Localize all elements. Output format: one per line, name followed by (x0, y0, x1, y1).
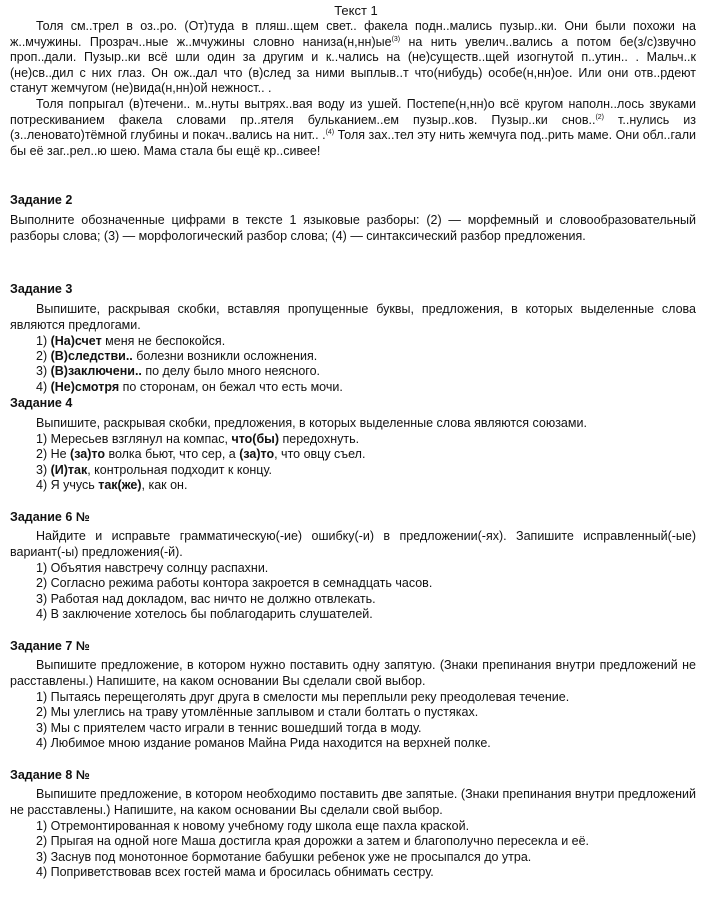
task6-item: 1) Объятия навстречу солнцу распахни. (36, 561, 269, 575)
superscript-2: (2) (595, 113, 604, 121)
task7-item: 4) Любимое мною издание романов Майна Рида находится на верхней полке. (36, 736, 491, 750)
task7-item: 2) Мы улеглись на траву утомлённые заплывом и стали болтать о пустяках. (36, 705, 479, 719)
task6-item: 4) В заключение хотелось бы поблагодарить слушателей. (36, 607, 373, 621)
task8-item: 4) Поприветствовав всех гостей мама и бросилась обнимать сестру. (36, 865, 434, 879)
task3-item: 4) (Не)смотря по сторонам, он бежал что есть мочи. (36, 380, 343, 394)
task4-item: 1) Мересьев взглянул на компас, что(бы) передохнуть. (36, 432, 360, 446)
task7-heading: Задание 7 № (10, 639, 90, 653)
task8-item: 3) Заснув под монотонное бормотание бабушки ребенок уже не просыпался до утра. (36, 850, 532, 864)
task7-item: 3) Мы с приятелем часто играли в теннис вошедший тогда в моду. (36, 721, 422, 735)
task2-text: Выполните обозначенные цифрами в тексте 1 языковые разборы: (2) — морфемный и словообразовательный разборы слова; (3) — морфологический разбор слова; (4) — синтаксический разбор предложения. (10, 213, 696, 243)
task3-item: 3) (В)заключени.. по делу было много неясного. (36, 364, 321, 378)
task8-item: 1) Отремонтированная к новому учебному году школа еще пахла краской. (36, 819, 470, 833)
task8-heading: Задание 8 № (10, 768, 90, 782)
task8-item: 2) Прыгая на одной ноге Маша достигла края дорожки а затем и благополучно пересекла и её. (36, 834, 590, 848)
text-paragraph-2: Толя попрыгал (в)течени.. м..нуты вытрях..вая воду из ушей. Постепе(н,нн)о всё кругом наполн..лось звуками потрескиванием факела словами пр..ятеля бульканием..ем пузыр..ков. Пузыр..ки снов..$^{(2)}$ т..нулись из (з..леновато)тёмной глубины и покач..вались на нит.. .$^{(4)}$ Толя зах..тел эту нить жемчуга под..рить маме. Они обл..гали бы её заг..рел..ю шею. Мама стала бы ещё кр..сивее! (10, 97, 696, 158)
task6-heading: Задание 6 № (10, 510, 90, 524)
task4-item: 4) Я учусь так(же), как он. (36, 478, 188, 492)
task4-instruction: Выпишите, раскрывая скобки, предложения, в которых выделенные слова являются союзами. (36, 416, 587, 430)
text-paragraph-1: Толя см..трел в оз..ро. (От)туда в пляш..щем свет.. факела подн..мались пузыр..ки. Они были похожи на ж..мчужины. Прозрач..ные ж..мчужины словно $наниза(н,нн)ые^{(3)}$ на нить увелич..вались а потом бе(з/с)звучно проп..дали. Пузыр..ки всё шли один за другим и к..чались на (не)существ..щей изогнутой п..утин.. . Мальч..к (не)св..дил с них глаз. Он ож..дал что (в)след за ними выплыв..т что(нибудь) особе(н,нн)ое. Или они отв..рдеют станут жемчугом (не)вида(н,нн)ой нежност.. . (10, 19, 697, 96)
task4-item: 2) Не (за)то волка бьют, что сер, а (за)то, что овцу съел. (36, 447, 366, 461)
task8-instruction: Выпишите предложение, в котором необходимо поставить две запятые. (Знаки препинания внутри предложений не расставлены.) Напишите, на каком основании Вы сделали свой выбор. (10, 787, 696, 817)
task7-item: 1) Пытаясь перещеголять друг друга в смелости мы переплыли реку преодолевая течение. (36, 690, 570, 704)
task3-heading: Задание 3 (10, 282, 73, 296)
task6-instruction: Найдите и исправьте грамматическую(-ие) ошибку(-и) в предложении(-ях). Запишите исправленный(-ые) вариант(-ы) предложения(-й). (10, 529, 696, 559)
task7-instruction: Выпишите предложение, в котором нужно поставить одну запятую. (Знаки препинания внутри предложений не расставлены.) Напишите, на каком основании Вы сделали свой выбор. (10, 658, 696, 688)
task6-item: 3) Работая над докладом, вас ничто не должно отвлекать. (36, 592, 376, 606)
superscript-3: (3) (391, 35, 401, 43)
task3-instruction: Выпишите, раскрывая скобки, вставляя пропущенные буквы, предложения, в которых выделенные слова являются предлогами. (10, 302, 696, 332)
task6-item: 2) Согласно режима работы контора закроется в семнадцать часов. (36, 576, 433, 590)
task4-heading: Задание 4 (10, 396, 73, 410)
superscript-4: (4) (325, 129, 335, 137)
task2-heading: Задание 2 (10, 193, 73, 207)
text-title: Текст 1 (334, 3, 378, 18)
task3-item: 1) (На)счет меня не беспокойся. (36, 334, 226, 348)
task3-item: 2) (В)следстви.. болезни возникли осложнения. (36, 349, 318, 363)
task4-item: 3) (И)так, контрольная подходит к концу. (36, 463, 272, 477)
